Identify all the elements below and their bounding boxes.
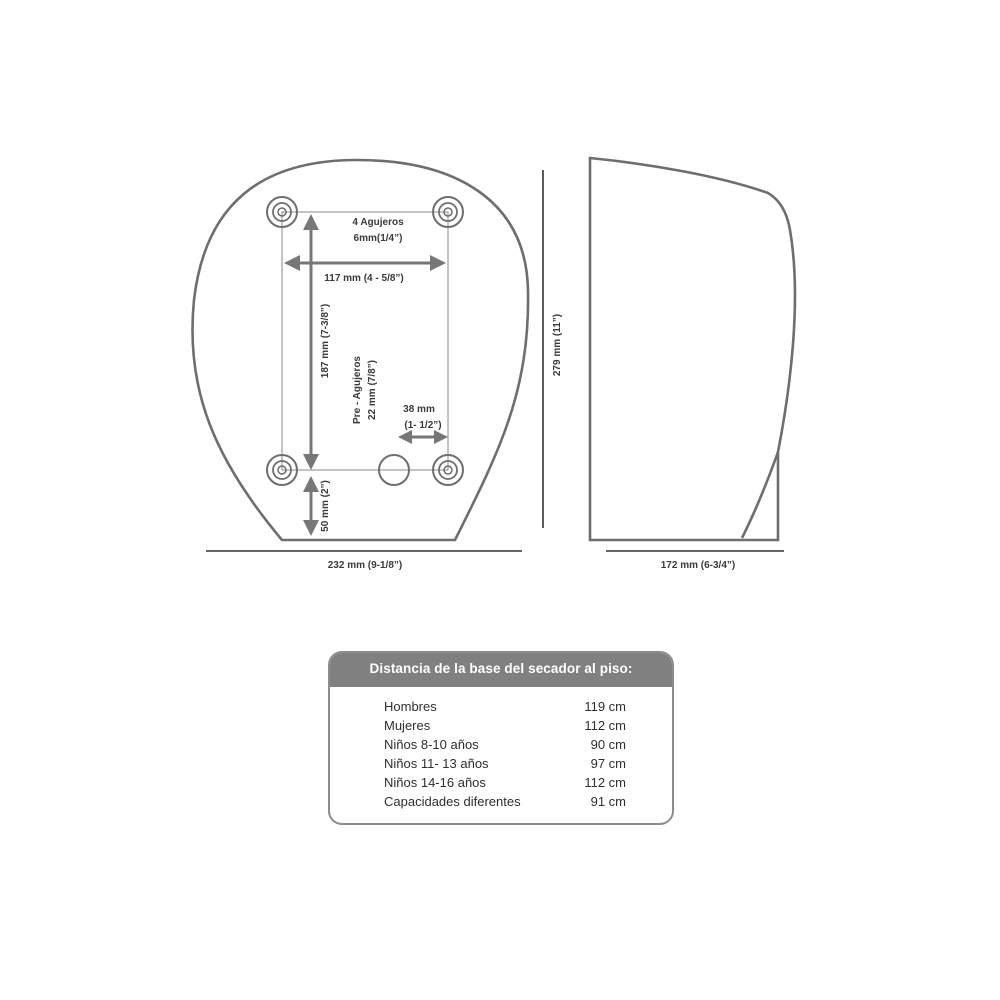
row-value: 112 cm (584, 718, 626, 733)
row-value: 91 cm (590, 794, 626, 809)
table-row (330, 699, 672, 718)
row-label: Hombres (384, 699, 437, 714)
table-row (330, 756, 672, 775)
front-width-label: 232 mm (9-1/8”) (327, 560, 403, 571)
row-value: 90 cm (590, 737, 626, 752)
row-label: Niños 8-10 años (384, 737, 479, 752)
row-value: 97 cm (590, 756, 626, 771)
side-view-nozzle-detail (742, 452, 778, 538)
floor-distance-table (328, 651, 674, 825)
holes-label-line1: 4 Agujeros (352, 217, 404, 228)
width-between-holes-arrow (284, 255, 446, 271)
side-view-outline (590, 158, 795, 540)
row-value: 112 cm (584, 775, 626, 790)
height-between-holes-label: 187 mm (7-3/8”) (320, 303, 331, 379)
row-value: 119 cm (584, 699, 626, 714)
offset-label-line2: (1- 1/2”) (404, 420, 442, 431)
table-title: Distancia de la base del secador al piso: (330, 653, 672, 687)
holes-label-line2: 6mm(1/4”) (353, 233, 403, 244)
row-label: Mujeres (384, 718, 431, 733)
pre-holes-label-line1: Pre - Agujeros (352, 356, 363, 424)
side-depth-label: 172 mm (6-3/4”) (660, 560, 736, 571)
bottom-clearance-label: 50 mm (2”) (320, 480, 331, 532)
pre-holes-label-line2: 22 mm (7/8”) (367, 359, 378, 421)
table-row (330, 718, 672, 737)
table-row (330, 775, 672, 794)
width-between-holes-label: 117 mm (4 - 5/8”) (324, 273, 404, 284)
table-row (330, 794, 672, 813)
pre-hole-offset-arrow (398, 430, 448, 444)
bottom-clearance-arrow (303, 476, 319, 536)
row-label: Niños 11- 13 años (384, 756, 489, 771)
row-label: Niños 14-16 años (384, 775, 486, 790)
height-between-holes-arrow (303, 214, 319, 470)
offset-label-line1: 38 mm (403, 404, 435, 415)
mounting-hole-frame (282, 212, 448, 470)
row-label: Capacidades diferentes (384, 794, 521, 809)
table-row (330, 737, 672, 756)
table-rows (330, 699, 672, 813)
total-height-label: 279 mm (11”) (552, 313, 563, 377)
